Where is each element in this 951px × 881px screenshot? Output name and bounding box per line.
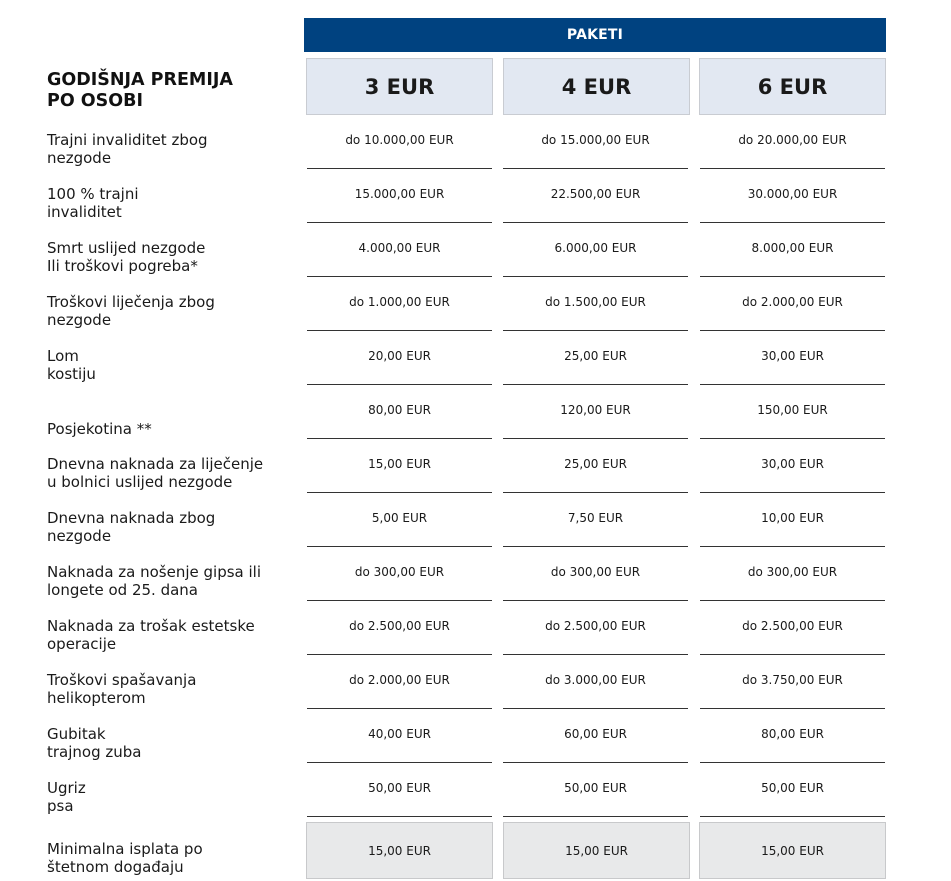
table-cell: 6.000,00 EUR	[503, 223, 688, 277]
table-cell: do 20.000,00 EUR	[700, 115, 885, 169]
row-label-line1: Troškovi liječenja zbog	[47, 293, 215, 311]
table-cell: do 300,00 EUR	[307, 547, 492, 601]
row-label-line1: 100 % trajni	[47, 185, 139, 203]
table-cell: 15.000,00 EUR	[307, 169, 492, 223]
table-cell: do 300,00 EUR	[700, 547, 885, 601]
table-cell: 50,00 EUR	[503, 763, 688, 817]
row-label-line1: Posjekotina **	[47, 420, 152, 438]
table-cell: 30,00 EUR	[700, 331, 885, 385]
row-label-line2: Ili troškovi pogreba*	[47, 257, 198, 275]
table-cell: 50,00 EUR	[700, 763, 885, 817]
row-label	[47, 237, 287, 277]
table-cell: do 300,00 EUR	[503, 547, 688, 601]
table-cell: 50,00 EUR	[307, 763, 492, 817]
min-payout-cell: 15,00 EUR	[503, 822, 690, 879]
table-cell: do 2.500,00 EUR	[700, 601, 885, 655]
row-label-line1: Naknada za trošak estetske	[47, 617, 255, 635]
table-cell: 5,00 EUR	[307, 493, 492, 547]
row-label-line2: psa	[47, 797, 74, 815]
row-label-line1: Trajni invaliditet zbog	[47, 131, 208, 149]
table-cell: 60,00 EUR	[503, 709, 688, 763]
annual-premium-label	[47, 70, 287, 112]
row-label-line1: Dnevna naknada zbog	[47, 509, 216, 527]
table-cell: 7,50 EUR	[503, 493, 688, 547]
annual-premium-label-line2: PO OSOBI	[47, 91, 144, 111]
packages-header: PAKETI	[304, 18, 886, 52]
table-cell: 80,00 EUR	[700, 709, 885, 763]
row-label	[47, 615, 287, 655]
row-label	[47, 507, 287, 547]
row-label	[47, 723, 287, 763]
row-label-line1: Smrt uslijed nezgode	[47, 239, 206, 257]
table-cell: do 2.000,00 EUR	[700, 277, 885, 331]
table-cell: do 2.000,00 EUR	[307, 655, 492, 709]
row-label-line2: invaliditet	[47, 203, 122, 221]
table-cell: 120,00 EUR	[503, 385, 688, 439]
row-label	[47, 183, 287, 223]
table-cell: 80,00 EUR	[307, 385, 492, 439]
row-label	[47, 291, 287, 331]
row-label	[47, 129, 287, 169]
table-cell: do 2.500,00 EUR	[503, 601, 688, 655]
row-label-line1: Naknada za nošenje gipsa ili	[47, 563, 261, 581]
row-label-line1: Troškovi spašavanja	[47, 671, 197, 689]
table-cell: 4.000,00 EUR	[307, 223, 492, 277]
package-4-eur: 4 EUR	[503, 58, 690, 115]
row-label-line2: trajnog zuba	[47, 743, 142, 761]
row-label-line2: u bolnici uslijed nezgode	[47, 473, 233, 491]
table-cell: 15,00 EUR	[307, 439, 492, 493]
min-payout-label-line1: Minimalna isplata po	[47, 840, 203, 858]
row-label-line2: helikopterom	[47, 689, 146, 707]
table-cell: 30,00 EUR	[700, 439, 885, 493]
table-cell: do 1.000,00 EUR	[307, 277, 492, 331]
row-label	[47, 777, 287, 817]
row-label-line2: operacije	[47, 635, 117, 653]
table-cell: do 3.750,00 EUR	[700, 655, 885, 709]
row-label-line1: Ugriz	[47, 779, 86, 797]
row-label	[47, 399, 287, 439]
table-cell: do 15.000,00 EUR	[503, 115, 688, 169]
package-3-eur: 3 EUR	[306, 58, 493, 115]
min-payout-cell: 15,00 EUR	[699, 822, 886, 879]
row-label	[47, 669, 287, 709]
table-cell: do 1.500,00 EUR	[503, 277, 688, 331]
row-label-line2: nezgode	[47, 311, 112, 329]
table-cell: 10,00 EUR	[700, 493, 885, 547]
table-cell: do 2.500,00 EUR	[307, 601, 492, 655]
table-cell: 22.500,00 EUR	[503, 169, 688, 223]
table-cell: 8.000,00 EUR	[700, 223, 885, 277]
min-payout-label-line2: štetnom događaju	[47, 858, 184, 876]
row-label	[47, 453, 287, 493]
row-label-line2: kostiju	[47, 365, 96, 383]
table-cell: 150,00 EUR	[700, 385, 885, 439]
table-cell: 25,00 EUR	[503, 439, 688, 493]
table-cell: 25,00 EUR	[503, 331, 688, 385]
table-cell: 20,00 EUR	[307, 331, 492, 385]
annual-premium-label-line1: GODIŠNJA PREMIJA	[47, 70, 233, 90]
package-6-eur: 6 EUR	[699, 58, 886, 115]
row-label-line2: nezgode	[47, 149, 112, 167]
min-payout-label	[47, 838, 287, 878]
min-payout-cell: 15,00 EUR	[306, 822, 493, 879]
table-cell: do 3.000,00 EUR	[503, 655, 688, 709]
row-label	[47, 345, 287, 385]
row-label-line2: longete od 25. dana	[47, 581, 198, 599]
row-label-line1: Gubitak	[47, 725, 106, 743]
row-label	[47, 561, 287, 601]
row-label-line1: Lom	[47, 347, 79, 365]
table-cell: 30.000,00 EUR	[700, 169, 885, 223]
row-label-line2: nezgode	[47, 527, 112, 545]
row-label-line1: Dnevna naknada za liječenje	[47, 455, 264, 473]
table-cell: 40,00 EUR	[307, 709, 492, 763]
table-cell: do 10.000,00 EUR	[307, 115, 492, 169]
